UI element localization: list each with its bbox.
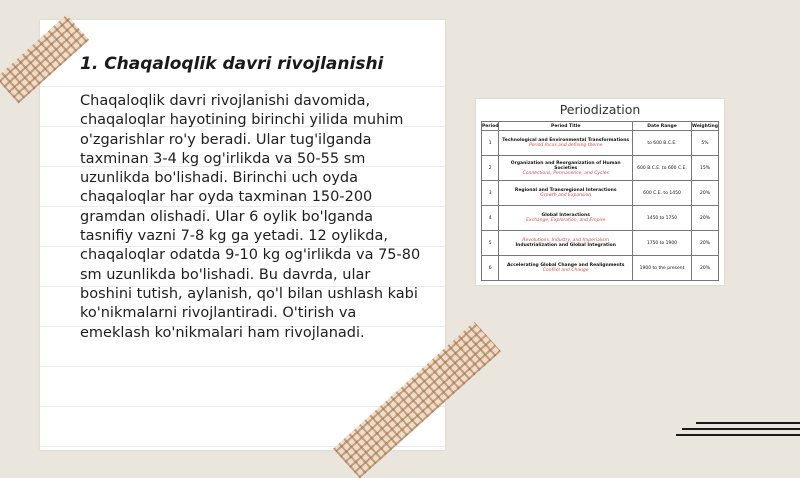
period-number: 6 (482, 256, 499, 281)
period-date: to 600 B.C.E. (633, 131, 692, 156)
table-row (482, 131, 719, 156)
period-weight: 20% (692, 231, 719, 256)
period-title: Organization and Reorganization of Human Societies (510, 160, 621, 171)
period-weight: 20% (692, 206, 719, 231)
period-title: Regional and Transregional Interactions (514, 188, 617, 193)
period-number: 3 (482, 181, 499, 206)
period-weight: 20% (692, 256, 719, 281)
period-weight: 15% (692, 156, 719, 181)
decorative-line (682, 428, 800, 430)
period-number: 2 (482, 156, 499, 181)
period-date: 600 C.E. to 1450 (633, 181, 692, 206)
period-title: Industrialization and Global Integration (515, 243, 616, 248)
periodization-figure (476, 99, 724, 285)
period-subtitle: Growth and Expansion (540, 193, 592, 198)
decorative-line (676, 434, 800, 436)
period-title: Global Interactions (541, 213, 590, 218)
period-title-cell (499, 206, 633, 231)
periodization-table (481, 121, 719, 281)
period-title: Accelerating Global Change and Realignments (506, 263, 625, 268)
period-number: 1 (482, 131, 499, 156)
slide-paragraph: Chaqaloqlik davri rivojlanishi davomida, chaqaloqlar hayotining birinchi yilida muhim o'zgarishlar ro'y beradi. Ular tug'ilganda taxminan 3-4 kg og'irlikda va 50-55 sm uzunlikda bo'lishadi. Birinchi uch oyda chaqaloqlar har oyda taxminan 150-200 gramdan olishadi. Ular 6 oylik bo'lganda tasnifiy vazni 7-8 kg ga yetadi. 12 oylikda, chaqaloqlar odatda 9-10 kg og'irlikda va 75-80 sm uzunlikda bo'lishadi. Bu davrda, ular boshini tutish, aylanish, qo'l bilan ushlash kabi ko'nikmalarni rivojlantiradi. O'tirish va emeklash ko'nikmalari ham rivojlanadi. (80, 93, 421, 341)
table-row (482, 156, 719, 181)
period-number: 5 (482, 231, 499, 256)
period-date: 1900 to the present (633, 256, 692, 281)
period-title-cell (499, 181, 633, 206)
period-subtitle: Conflict and Change (542, 268, 589, 273)
header-period: Period (482, 123, 499, 129)
period-subtitle: Connections, Permanence, and Cycles (522, 170, 609, 176)
period-date: 1450 to 1750 (633, 206, 692, 231)
table-row (482, 231, 719, 256)
period-date: 1750 to 1900 (633, 231, 692, 256)
period-weight: 5% (692, 131, 719, 156)
slide-heading: 1. Chaqaloqlik davri rivojlanishi (80, 54, 384, 74)
period-date: 600 B.C.E. to 600 C.E. (633, 156, 692, 181)
header-title: Period Title (499, 122, 633, 131)
period-title-cell (499, 156, 633, 181)
figure-title: Periodization (559, 102, 641, 117)
table-row (482, 181, 719, 206)
period-subtitle: Revolutions, Industry, and Imperialism (522, 238, 610, 243)
period-weight: 20% (692, 181, 719, 206)
header-date: Date Range (633, 122, 692, 131)
decorative-lines (676, 418, 800, 446)
period-title-cell (499, 131, 633, 156)
period-title: Technological and Environmental Transformations (502, 138, 630, 143)
period-title-cell (499, 231, 633, 256)
period-subtitle: Period focus and defining theme (529, 143, 603, 148)
header-weight: Weighting (692, 123, 718, 129)
period-number: 4 (482, 206, 499, 231)
period-title-cell (499, 256, 633, 281)
table-row (482, 206, 719, 231)
decorative-line (696, 422, 800, 424)
table-row (482, 256, 719, 281)
table-header-row (482, 122, 719, 131)
period-subtitle: Exchange, Exploration, and Empire (526, 218, 606, 223)
